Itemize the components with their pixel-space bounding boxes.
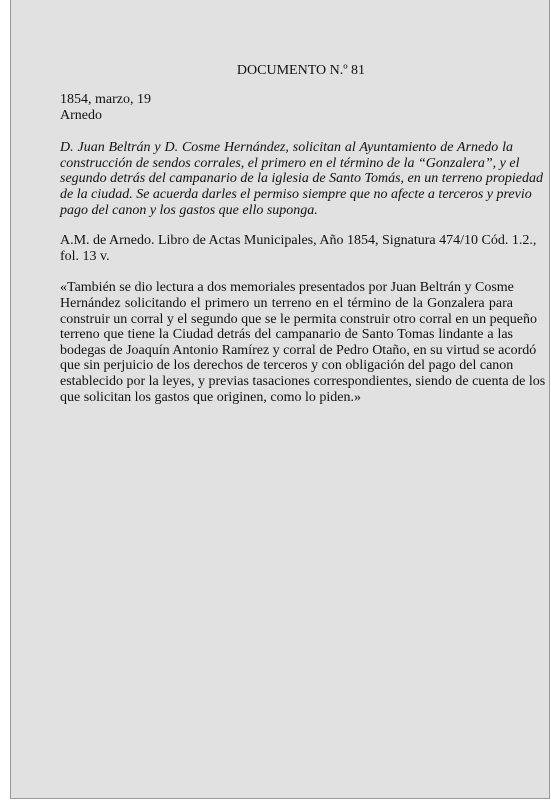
transcription-line: que sin perjuicio de los derechos de terceros y con obligación del pago del canon [60, 358, 514, 374]
summary-line: construcción de sendos corrales, el primero en el término de la “Gonzalera”, y el [60, 155, 520, 171]
document-transcription [60, 280, 546, 405]
summary-line: de la ciudad. Se acuerda darles el permiso siempre que no afecte a terceros y previo [60, 186, 532, 202]
citation-line: fol. 13 v. [60, 248, 110, 264]
citation-line: A.M. de Arnedo. Libro de Actas Municipales, Año 1854, Signatura 474/10 Cód. 1.2., [60, 233, 537, 249]
archive-citation [60, 233, 537, 264]
date-place-block [60, 92, 513, 123]
transcription-line: Hernández solicitando el primero un terreno en el término de la Gonzalera para [60, 295, 513, 311]
summary-line: D. Juan Beltrán y D. Cosme Hernández, solicitan al Ayuntamiento de Arnedo la [60, 140, 513, 156]
document-heading: DOCUMENTO N.º 81 [236, 63, 366, 78]
transcription-line: establecido por la leyes, y previas tasaciones correspondientes, siendo de cuenta de los [60, 373, 546, 389]
transcription-line: «También se dio lectura a dos memoriales presentados por Juan Beltrán y Cosme [60, 280, 514, 296]
transcription-line: bodegas de Joaquín Antonio Ramírez y corral de Pedro Otaño, en su virtud se acordó [60, 342, 537, 358]
document-page [10, 0, 550, 799]
transcription-line: que solicitan los gastos que originen, como lo piden.» [60, 389, 361, 405]
transcription-line: terreno que tiene la Ciudad detrás del campanario de Santo Tomas lindante a las [60, 327, 513, 343]
document-summary [60, 140, 543, 218]
document-date: 1854, marzo, 19 [60, 92, 151, 107]
document-body [60, 92, 546, 420]
summary-line: segundo detrás del campanario de la iglesia de Santo Tomás, en un terreno propiedad [60, 171, 543, 187]
document-place: Arnedo [60, 107, 102, 123]
summary-line: pago del canon y los gastos que ello suponga. [60, 202, 318, 218]
transcription-line: construir un corral y el segundo que se le permita construir otro corral en un pequeño [60, 311, 538, 327]
